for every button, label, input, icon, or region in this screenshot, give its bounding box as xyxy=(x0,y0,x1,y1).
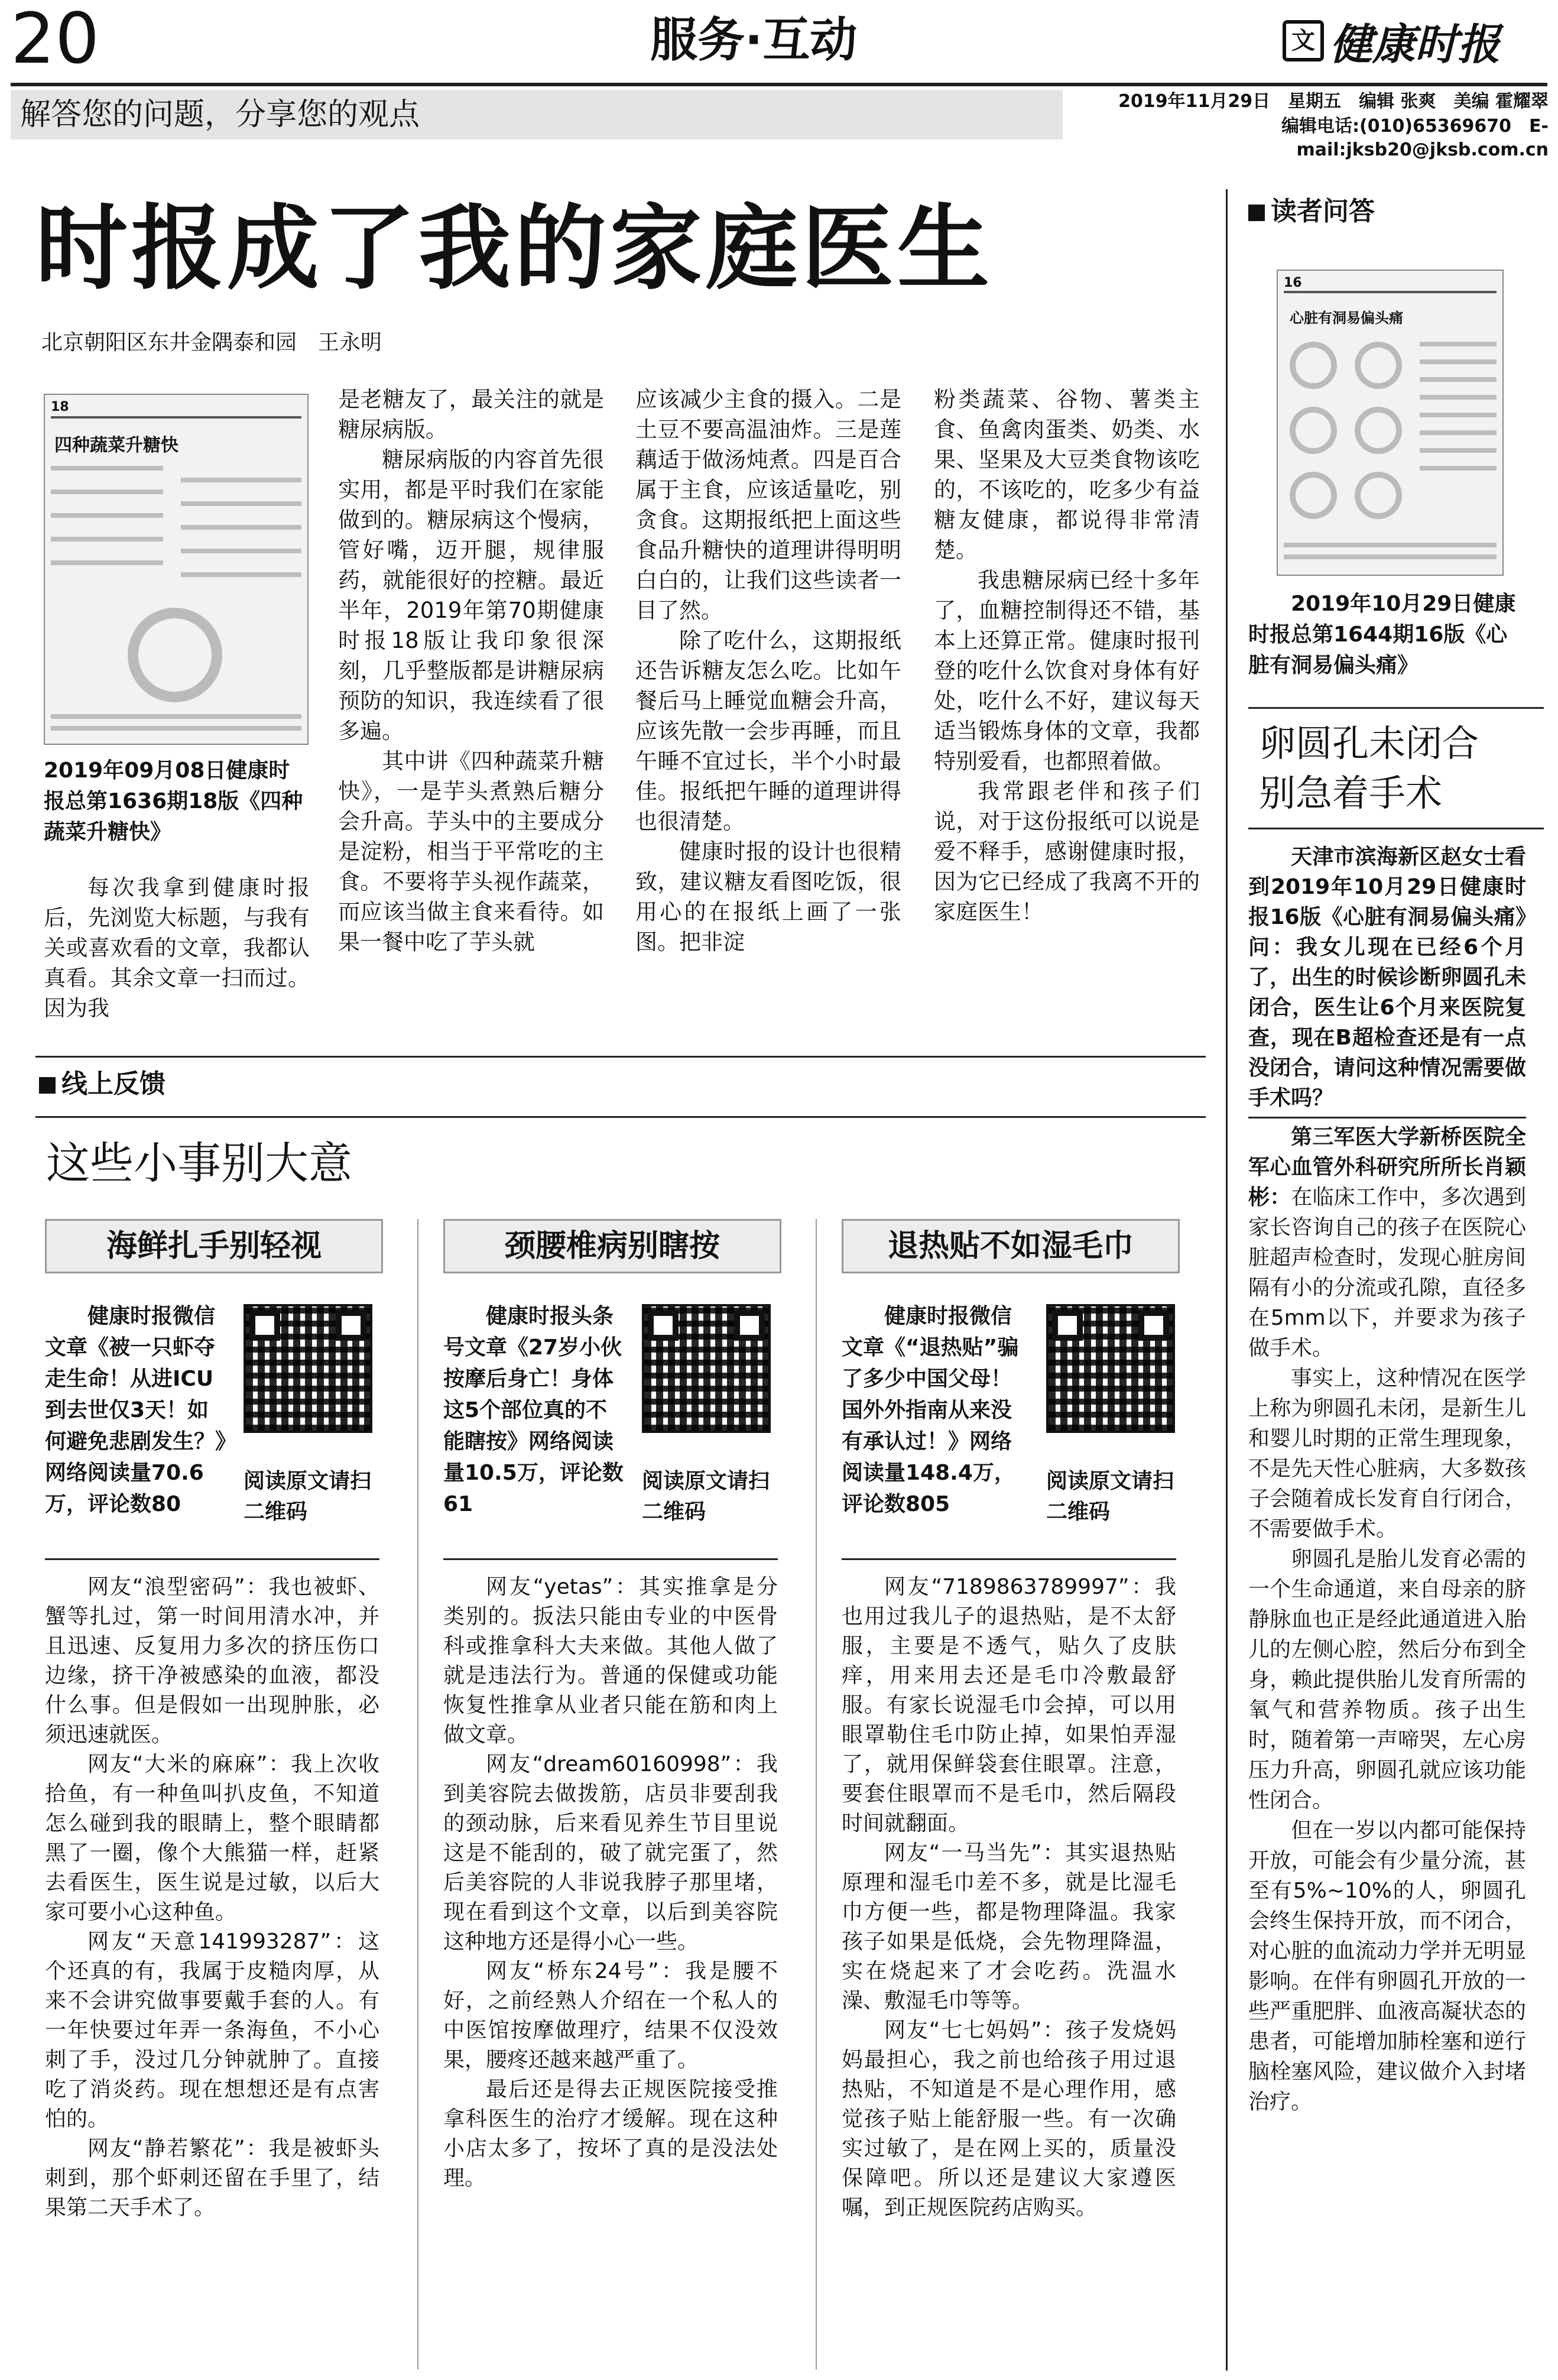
article-paragraph: 除了吃什么，这期报纸还告诉糖友怎么吃。比如午餐后马上睡觉血糖会升高，应该先散一会步再睡，而且午睡不宜过长，半个小时最佳。报纸把午睡的道理讲得也很清楚。 xyxy=(635,628,901,834)
thumb-title: 心脏有洞易偏头痛 xyxy=(1290,310,1403,326)
comment: 网友“yetas”：其实推拿是分类别的。扳法只能由专业的中医骨科或推拿科大夫来做。其他人做了就是违法行为。普通的保健或功能恢复性推拿从业者只能在筋和肉上做文章。 xyxy=(443,1575,778,1747)
headline: 时报成了我的家庭医生 xyxy=(35,194,993,302)
logo-text: 健康时报 xyxy=(1330,20,1501,69)
feedback-subhead-seafood: 海鲜扎手别轻视 xyxy=(45,1219,383,1273)
comment: 网友“浪型密码”：我也被虾、蟹等扎过，第一时间用清水冲，并且迅速、反复用力多次的挤压伤口边缘，挤干净被感染的血液，都没什么事。但是假如一出现肿胀，必须迅速就医。 xyxy=(45,1575,379,1747)
article-paragraph: 应该减少主食的摄入。二是土豆不要高温油炸。三是莲藕适于做汤炖煮。四是百合属于主食，应该适量吃，别贪食。这期报纸把上面这些食品升糖快的道理讲得明明白白的，让我们这些读者一目了然。 xyxy=(635,387,901,623)
article-paragraph: 是老糖友了，最关注的就是糖尿病版。 xyxy=(338,387,604,442)
thumb-title: 四种蔬菜升糖快 xyxy=(54,435,178,456)
feedback-label: 线上反馈 xyxy=(39,1068,165,1101)
comment: 网友“一马当先”：其实退热贴原理和湿毛巾差不多，就是比湿毛巾方便一些，都是物理降温。我家孩子如果是低烧，会先物理降温，实在烧起来了才会吃药。洗温水澡、敷湿毛巾等等。 xyxy=(842,1841,1176,2013)
article-paragraph: 每次我拿到健康时报后，先浏览大标题，与我有关或喜欢看的文章，我都认真看。其余文章一扫而过。因为我 xyxy=(44,875,310,1021)
article-paragraph: 健康时报的设计也很精致，建议糖友看图吃饭，很用心的在报纸上画了一张图。把非淀 xyxy=(635,839,901,955)
masthead-logo xyxy=(1283,15,1501,69)
byline: 北京朝阳区东井金隅泰和园 王永明 xyxy=(41,330,382,355)
feedback-title: 这些小事别大意 xyxy=(46,1138,352,1189)
comment: 网友“dream60160998”：我到美容院去做拨筋，店员非要刮我的颈动脉，后来看见养生节目里说这是不能刮的，破了就完蛋了，然后美容院的人非说我脖子那里堵，现在看到这个文章，以后到美容院这种地方还是得小心一些。 xyxy=(443,1752,778,1954)
article-paragraph: 我患糖尿病已经十多年了，血糖控制得还不错，基本上还算正常。健康时报刊登的吃什么饮食对身体有好处，吃什么不好，建议每天适当锻炼身体的文章，我都特别爱看，也都照着做。 xyxy=(934,568,1200,774)
feedback-subhead-spine: 颈腰椎病别瞎按 xyxy=(443,1219,781,1273)
qa-paragraph: 卵圆孔是胎儿发育必需的一个生命通道，来自母亲的脐静脉血也正是经此通道进入胎儿的左侧心腔，然后分布到全身，赖此提供胎儿发育所需的氧气和营养物质。孩子出生时，随着第一声啼哭，左心房压力升高，卵圆孔就应该功能性闭合。 xyxy=(1248,1547,1526,1812)
qa-thumbnail-caption: 2019年10月29日健康时报总第1644期16版《心脏有洞易偏头痛》 xyxy=(1248,592,1516,677)
article-paragraph: 糖尿病版的内容首先很实用，都是平时我们在家能做到的。糖尿病这个慢病，管好嘴，迈开腿，规律服药，就能很好的控糖。最近半年，2019年第70期健康时报18版让我印象很深刻，几乎整版都是讲糖尿病预防的知识，我连续看了很多遍。 xyxy=(338,447,604,744)
thumbnail-caption: 2019年09月08日健康时报总第1636期18版《四种蔬菜升糖快》 xyxy=(44,758,303,844)
qa-question: 天津市滨海新区赵女士看到2019年10月29日健康时报16版《心脏有洞易偏头痛》问：我女儿现在已经6个月了，出生的时候诊断卵圆孔未闭合，医生让6个月来医院复查，现在B超检查还是有一点没闭合，请问这种情况需要做手术吗？ xyxy=(1248,845,1526,1110)
qa-expert: 第三军医大学新桥医院全军心血管外科研究所所长肖颖彬： xyxy=(1248,1125,1526,1210)
qr-code-icon[interactable] xyxy=(244,1304,372,1433)
square-bullet-icon xyxy=(1248,205,1265,221)
comment: 网友“桥东24号”：我是腰不好，之前经熟人介绍在一个私人的中医馆按摩做理疗，结果不仅没效果，腰疼还越来越严重了。 xyxy=(443,1959,778,2072)
qa-paragraph: 但在一岁以内都可能保持开放，可能会有少量分流，甚至有5%~10%的人，卵圆孔会终生保持开放，而不闭合，对心脏的血流动力学并无明显影响。在伴有卵圆孔开放的一些严重肥胖、血液高凝状态的患者，可能增加肺栓塞和逆行脑栓塞风险，建议做介入封堵治疗。 xyxy=(1248,1818,1526,2114)
logo-mark-icon: 文 xyxy=(1283,20,1324,61)
qa-body xyxy=(1248,842,1526,2117)
comment: 网友“大米的麻麻”：我上次收拾鱼，有一种鱼叫扒皮鱼，不知道怎么碰到我的眼睛上，整个眼睛都黑了一圈，像个大熊猫一样，赶紧去看医生，医生说是过敏，以后大家可要小心这种鱼。 xyxy=(45,1752,379,1924)
feedback-comments-2 xyxy=(443,1572,778,2193)
article-column-3 xyxy=(635,384,901,957)
square-bullet-icon xyxy=(39,1077,56,1094)
qa-paragraph: 事实上，这种情况在医学上称为卵圆孔未闭，是新生儿和婴儿时期的正常生理现象，不是先天性心脏病，大多数孩子会随着成长发育自行闭合，不需要做手术。 xyxy=(1248,1366,1526,1541)
tagline: 解答您的问题，分享您的观点 xyxy=(20,97,420,132)
article-paragraph: 其中讲《四种蔬菜升糖快》，一是芋头煮熟后糖分会升高。芋头中的主要成分是淀粉，相当于平常吃的主食。不要将芋头视作蔬菜，而应该当做主食来看待。如果一餐中吃了芋头就 xyxy=(338,748,604,955)
tagline-bar xyxy=(11,90,1063,140)
article-paragraph: 我常跟老伴和孩子们说，对于这份报纸可以说是爱不释手，感谢健康时报，因为它已经成了我离不开的家庭医生！ xyxy=(934,779,1200,925)
qr-label: 阅读原文请扫二维码 xyxy=(1046,1469,1174,1524)
comment: 网友“7189863789997”：我也用过我儿子的退热贴，是不太舒服，主要是不透气，贴久了皮肤痒，用来用去还是毛巾冷敷最舒服。有家长说湿毛巾会掉，可以用眼罩勒住毛巾防止掉，如果怕弄湿了，就用保鲜袋套住眼罩。注意，要套住眼罩而不是毛巾，然后隔段时间就翻面。 xyxy=(842,1575,1176,1836)
article-column-4 xyxy=(934,384,1200,927)
comment: 网友“天意141993287”：这个还真的有，我属于皮糙肉厚，从来不会讲究做事要戴手套的人。有一年快要过年弄一条海鱼，不小心刺了手，没过几分钟就肿了。直接吃了消炎药。现在想想还是有点害怕的。 xyxy=(45,1930,379,2131)
feedback-subhead-fever: 退热贴不如湿毛巾 xyxy=(842,1219,1180,1273)
feedback-comments-3 xyxy=(842,1572,1176,2223)
feedback-intro: 健康时报微信文章《“退热贴”骗了多少中国父母！国外外指南从来没有承认过！》网络阅读量148.4万，评论数805 xyxy=(842,1304,1019,1516)
date-editors: 2019年11月29日 星期五 编辑 张爽 美编 霍耀翠 xyxy=(1118,91,1549,112)
qa-answer xyxy=(1248,1122,1526,1363)
newspaper-thumbnail-1644: 16 心脏有洞易偏头痛 xyxy=(1277,270,1504,576)
qr-code-icon[interactable] xyxy=(642,1304,771,1433)
reader-qa-label: 读者问答 xyxy=(1248,195,1375,228)
page-number: 20 xyxy=(11,0,100,79)
article-column-1 xyxy=(44,873,310,1023)
newspaper-thumbnail-1636: 18 四种蔬菜升糖快 xyxy=(44,394,309,745)
article-paragraph: 粉类蔬菜、谷物、薯类主食、鱼禽肉蛋类、奶类、水果、坚果及大豆类食物该吃的，不该吃的，吃多少有益糖友健康，都说得非常清楚。 xyxy=(934,387,1200,563)
feedback-comments-1 xyxy=(45,1572,379,2223)
feedback-intro: 健康时报微信文章《被一只虾夺走生命！从进ICU到去世仅3天！如何避免悲剧发生？》网络阅读量70.6万，评论数80 xyxy=(45,1304,226,1516)
contact-info: 编辑电话:(010)65369670 E-mail:jksb20@jksb.com.cn xyxy=(1281,116,1549,160)
comment: 网友“七七妈妈”：孩子发烧妈妈最担心，我之前也给孩子用过退热贴，不知道是不是心理作用，感觉孩子贴上能舒服一些。有一次确实过敏了，是在网上买的，质量没保障吧。所以还是建议大家遵医嘱，到正规医院药店购买。 xyxy=(842,2018,1176,2220)
qa-title: 卵圆孔未闭合 别急着手术 xyxy=(1259,722,1479,815)
section-title: 服务·互动 xyxy=(650,12,858,67)
article-column-2 xyxy=(338,384,604,957)
qr-code-icon[interactable] xyxy=(1046,1304,1175,1433)
feedback-intro: 健康时报头条号文章《27岁小伙按摩后身亡！身体这5个部位真的不能瞎按》网络阅读量10.5万，评论数61 xyxy=(443,1304,624,1516)
comment: 网友“静若繁花”：我是被虾头刺到，那个虾刺还留在手里了，结果第二天手术了。 xyxy=(45,2136,379,2220)
comment: 最后还是得去正规医院接受推拿科医生的治疗才缓解。现在这种小店太多了，按坏了真的是没法处理。 xyxy=(443,2077,778,2190)
qr-label: 阅读原文请扫二维码 xyxy=(642,1469,770,1524)
qr-label: 阅读原文请扫二维码 xyxy=(244,1469,372,1524)
qa-answer-text: 在临床工作中，多次遇到家长咨询自己的孩子在医院心脏超声检查时，发现心脏房间隔有小的分流或孔隙，直径多在5mm以下，并要求为孩子做手术。 xyxy=(1248,1185,1526,1360)
